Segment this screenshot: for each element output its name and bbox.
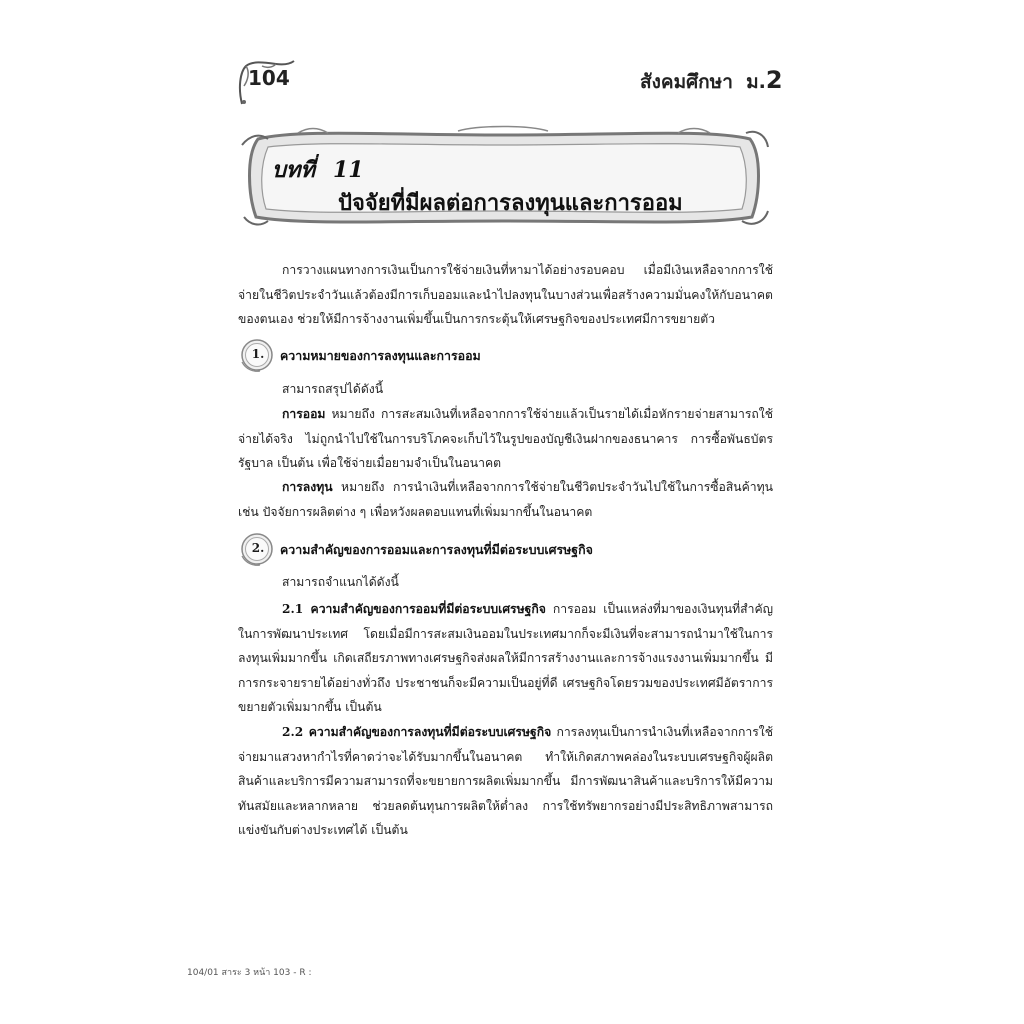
section-title: ความสำคัญของการออมและการลงทุนที่มีต่อระบบเศรษฐกิจ (280, 542, 593, 557)
subsection-2-1-text: การออม เป็นแหล่งที่มาของเงินทุนที่สำคัญในการพัฒนาประเทศ โดยเมื่อมีการสะสมเงินออมในประเทศมากก็จะมีเงินที่จะสามารถนำมาใช้ในการลงทุนเพิ่มมากขึ้น เกิดเสถียรภาพทางเศรษฐกิจส่งผลให้มีการสร้างงานและการจ้างแรงงานเพิ่มมากขึ้น มีการกระจายรายได้อย่างทั่วถึง ประชาชนก็จะมีความเป็นอยู่ที่ดี เศรษฐกิจโดยรวมของประเทศมีอัตราการขยายตัวเพิ่มมากขึ้น เป็นต้น (238, 602, 773, 714)
intro-paragraph: การวางแผนทางการเงินเป็นการใช้จ่ายเงินที่หามาได้อย่างรอบคอบ เมื่อมีเงินเหลือจากการใช้จ่ายในชีวิตประจำวันแล้วต้องมีการเก็บออมและนำไปลงทุนในบางส่วนเพื่อสร้างความมั่นคงให้กับอนาคตของตนเอง ช่วยให้มีการจ้างงานเพิ่มขึ้นเป็นการกระตุ้นให้เศรษฐกิจของประเทศมีการขยายตัว (238, 263, 773, 326)
subsection-2-2-heading: 2.2 ความสำคัญของการลงทุนที่มีต่อระบบเศรษฐกิจ (282, 725, 552, 739)
section-1-heading (238, 338, 773, 372)
subject-label: สังคมศึกษา (640, 71, 733, 93)
section-number: 2. (251, 541, 265, 555)
chapter-title: ปัจจัยที่มีผลต่อการลงทุนและการออม (338, 191, 683, 216)
chapter-word: บทที่ (272, 157, 315, 183)
subsection-2-2 (238, 720, 773, 843)
section-2-heading (238, 532, 773, 566)
subsection-2-2-text: การลงทุนเป็นการนำเงินที่เหลือจากการใช้จ่ายมาแสวงหากำไรที่คาดว่าจะได้รับมากขึ้นในอนาคต ทำให้เกิดสภาพคล่องในระบบเศรษฐกิจผู้ผลิตสินค้าและบริการมีความสามารถที่จะขยายการผลิตเพิ่มมากขึ้น มีการพัฒนาสินค้าและบริการให้มีความทันสมัยและหลากหลาย ช่วยลดต้นทุนการผลิตให้ต่ำลง การใช้ทรัพยากรอย่างมีประสิทธิภาพสามารถแข่งขันกับต่างประเทศได้ เป็นต้น (238, 725, 773, 837)
saving-text: หมายถึง การสะสมเงินที่เหลือจากการใช้จ่ายแล้วเป็นรายได้เมื่อหักรายจ่ายสามารถใช้จ่ายได้จริง ไม่ถูกนำไปใช้ในการบริโภคจะเก็บไว้ในรูปของบัญชีเงินฝากของธนาคาร การซื้อพันธบัตรรัฐบาล เป็นต้น เพื่อใช้จ่ายเมื่อยามจำเป็นในอนาคต (238, 407, 773, 470)
saving-term: การออม (282, 407, 326, 421)
investment-term: การลงทุน (282, 480, 333, 494)
chapter-label (272, 152, 364, 187)
grade-number: 2 (765, 66, 783, 94)
print-footer: 104/01 สาระ 3 หน้า 103 - R : (187, 968, 312, 978)
section-2-lead: สามารถจำแนกได้ดังนี้ (282, 575, 399, 589)
chapter-number: 11 (332, 157, 364, 183)
section-title: ความหมายของการลงทุนและการออม (280, 348, 481, 363)
subsection-2-1-heading: 2.1 ความสำคัญของการออมที่มีต่อระบบเศรษฐกิจ (282, 602, 546, 616)
subsection-2-1 (238, 597, 773, 720)
section-1-lead: สามารถสรุปได้ดังนี้ (282, 382, 384, 396)
grade-prefix: ม. (746, 71, 766, 93)
running-header (640, 66, 783, 97)
investment-text: หมายถึง การนำเงินที่เหลือจากการใช้จ่ายในชีวิตประจำวันไปใช้ในการซื้อสินค้าทุน เช่น ปัจจัยการผลิตต่าง ๆ เพื่อหวังผลตอบแทนที่เพิ่มมากขึ้นในอนาคต (238, 480, 773, 519)
investment-definition (238, 475, 773, 524)
section-number: 1. (251, 347, 265, 361)
saving-definition (238, 402, 773, 476)
page-number: 104 (248, 66, 290, 90)
